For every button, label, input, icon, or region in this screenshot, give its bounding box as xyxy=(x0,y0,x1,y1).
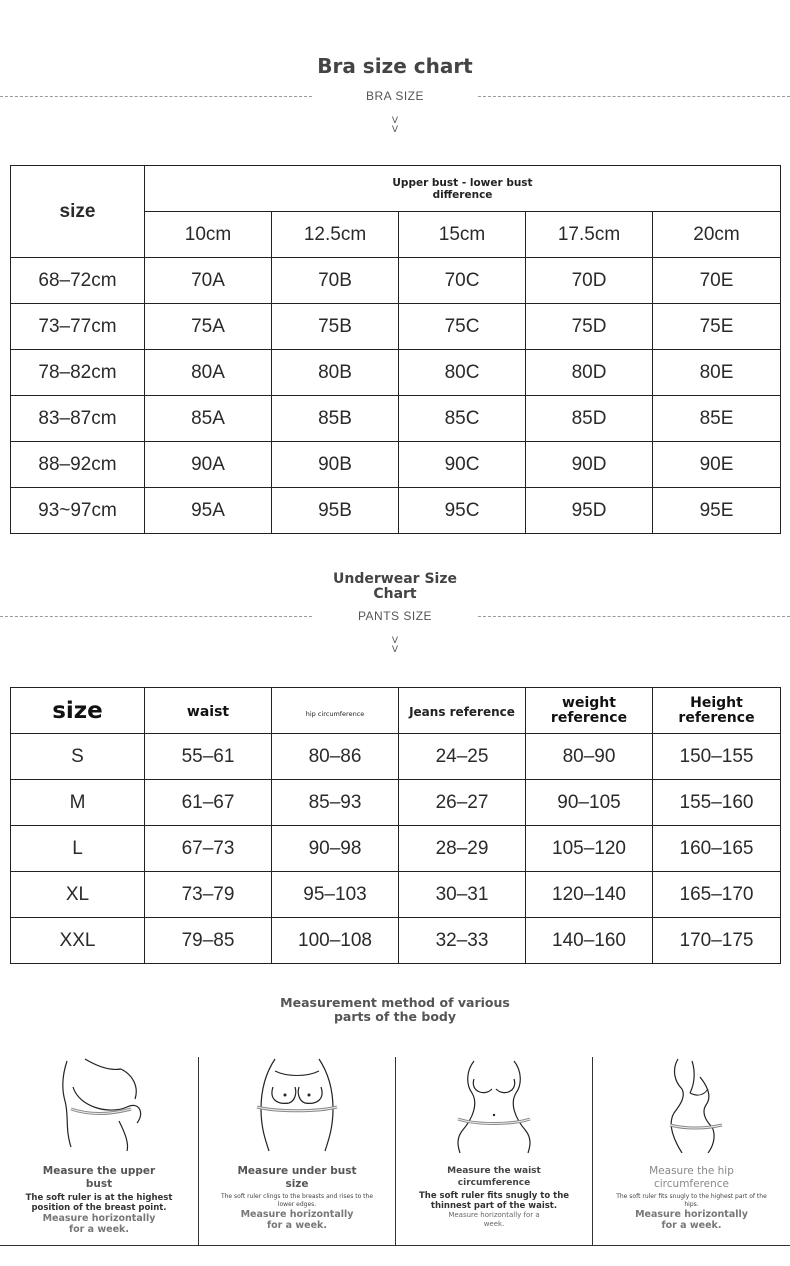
row-label: 88–92cm xyxy=(11,442,145,488)
table-cell: 85–93 xyxy=(272,780,399,826)
table-cell: 80E xyxy=(653,350,781,396)
waist-figure-icon xyxy=(444,1057,544,1153)
table-row xyxy=(11,872,781,918)
size-header: size xyxy=(11,166,145,258)
size-header: size xyxy=(11,688,145,734)
measure-panel-upper-bust: Measure the upper bust The soft ruler is at the highest position of the breast point. Measure horizontally for a week. xyxy=(0,1057,198,1245)
table-cell: 95D xyxy=(526,488,653,534)
bottom-divider xyxy=(0,1245,790,1246)
table-row xyxy=(11,734,781,780)
table-cell: 85D xyxy=(526,396,653,442)
bust-difference-header: Upper bust - lower bust difference xyxy=(145,166,781,212)
waist-header: waist xyxy=(145,688,272,734)
table-cell: 90B xyxy=(272,442,399,488)
table-cell: 26–27 xyxy=(399,780,526,826)
table-cell: 95E xyxy=(653,488,781,534)
table-cell: 61–67 xyxy=(145,780,272,826)
row-label: 68–72cm xyxy=(11,258,145,304)
table-cell: 55–61 xyxy=(145,734,272,780)
table-cell: 73–79 xyxy=(145,872,272,918)
pants-chart-title: Underwear Size Chart xyxy=(333,571,457,602)
table-cell: 90C xyxy=(399,442,526,488)
column-header: 17.5cm xyxy=(526,212,653,258)
table-cell: 85C xyxy=(399,396,526,442)
row-label: 73–77cm xyxy=(11,304,145,350)
table-cell: 150–155 xyxy=(653,734,781,780)
table-cell: 90–98 xyxy=(272,826,399,872)
table-cell: 80C xyxy=(399,350,526,396)
table-cell: 140–160 xyxy=(526,918,653,964)
table-row xyxy=(11,780,781,826)
upper-bust-figure-icon xyxy=(49,1057,149,1153)
chevron-down-icon: V V xyxy=(391,636,399,655)
table-cell: 160–165 xyxy=(653,826,781,872)
column-header: 12.5cm xyxy=(272,212,399,258)
row-label: XXL xyxy=(11,918,145,964)
hip-figure-icon xyxy=(642,1057,742,1153)
table-cell: 90–105 xyxy=(526,780,653,826)
table-cell: 70B xyxy=(272,258,399,304)
table-row xyxy=(11,304,781,350)
measure-panel-under-bust: Measure under bust size The soft ruler clings to the breasts and rises to the lower edges. Measure horizontally for a week. xyxy=(199,1057,395,1245)
table-cell: 24–25 xyxy=(399,734,526,780)
table-cell: 67–73 xyxy=(145,826,272,872)
table-cell: 170–175 xyxy=(653,918,781,964)
table-cell: 95A xyxy=(145,488,272,534)
table-cell: 105–120 xyxy=(526,826,653,872)
table-cell: 85E xyxy=(653,396,781,442)
table-cell: 28–29 xyxy=(399,826,526,872)
row-label: M xyxy=(11,780,145,826)
row-label: 78–82cm xyxy=(11,350,145,396)
row-label: S xyxy=(11,734,145,780)
bra-size-table xyxy=(10,165,781,534)
measurement-title: Measurement method of various parts of the body xyxy=(280,995,510,1024)
table-cell: 90E xyxy=(653,442,781,488)
weight-header: weight reference xyxy=(526,688,653,734)
column-header: 10cm xyxy=(145,212,272,258)
table-cell: 155–160 xyxy=(653,780,781,826)
table-row xyxy=(11,488,781,534)
table-cell: 85B xyxy=(272,396,399,442)
table-cell: 90D xyxy=(526,442,653,488)
table-cell: 70D xyxy=(526,258,653,304)
bra-chart-subtitle: BRA SIZE xyxy=(365,89,425,103)
under-bust-figure-icon xyxy=(247,1057,347,1153)
table-cell: 95C xyxy=(399,488,526,534)
bra-chart-title: Bra size chart xyxy=(317,54,473,78)
hip-header: hip circumference xyxy=(272,688,399,734)
table-cell: 120–140 xyxy=(526,872,653,918)
row-label: 83–87cm xyxy=(11,396,145,442)
chevron-down-icon: V V xyxy=(391,116,399,135)
pants-size-table xyxy=(10,687,781,964)
table-cell: 32–33 xyxy=(399,918,526,964)
column-header: 15cm xyxy=(399,212,526,258)
table-cell: 90A xyxy=(145,442,272,488)
table-row xyxy=(11,918,781,964)
table-cell: 75A xyxy=(145,304,272,350)
table-cell: 70E xyxy=(653,258,781,304)
table-cell: 75E xyxy=(653,304,781,350)
jeans-header: Jeans reference xyxy=(399,688,526,734)
height-header: Height reference xyxy=(653,688,781,734)
table-row xyxy=(11,396,781,442)
table-cell: 80D xyxy=(526,350,653,396)
table-cell: 75C xyxy=(399,304,526,350)
table-cell: 80–90 xyxy=(526,734,653,780)
table-cell: 95B xyxy=(272,488,399,534)
row-label: L xyxy=(11,826,145,872)
column-header: 20cm xyxy=(653,212,781,258)
table-cell: 85A xyxy=(145,396,272,442)
row-label: 93~97cm xyxy=(11,488,145,534)
table-cell: 80B xyxy=(272,350,399,396)
pants-chart-subtitle: PANTS SIZE xyxy=(357,609,433,623)
table-cell: 80A xyxy=(145,350,272,396)
table-cell: 75D xyxy=(526,304,653,350)
row-label: XL xyxy=(11,872,145,918)
measure-panel-hip: Measure the hip circumference The soft ruler fits snugly to the highest part of the hips. Measure horizontally for a week. xyxy=(593,1057,790,1245)
table-cell: 80–86 xyxy=(272,734,399,780)
table-row xyxy=(11,826,781,872)
measure-panel-waist: Measure the waist circumference The soft ruler fits snugly to the thinnest part of the waist. Measure horizontally for a week. xyxy=(396,1057,592,1245)
table-row xyxy=(11,258,781,304)
table-cell: 95–103 xyxy=(272,872,399,918)
table-cell: 165–170 xyxy=(653,872,781,918)
table-cell: 100–108 xyxy=(272,918,399,964)
table-cell: 75B xyxy=(272,304,399,350)
table-cell: 70C xyxy=(399,258,526,304)
table-cell: 30–31 xyxy=(399,872,526,918)
table-cell: 70A xyxy=(145,258,272,304)
table-cell: 79–85 xyxy=(145,918,272,964)
table-row xyxy=(11,350,781,396)
table-row xyxy=(11,442,781,488)
